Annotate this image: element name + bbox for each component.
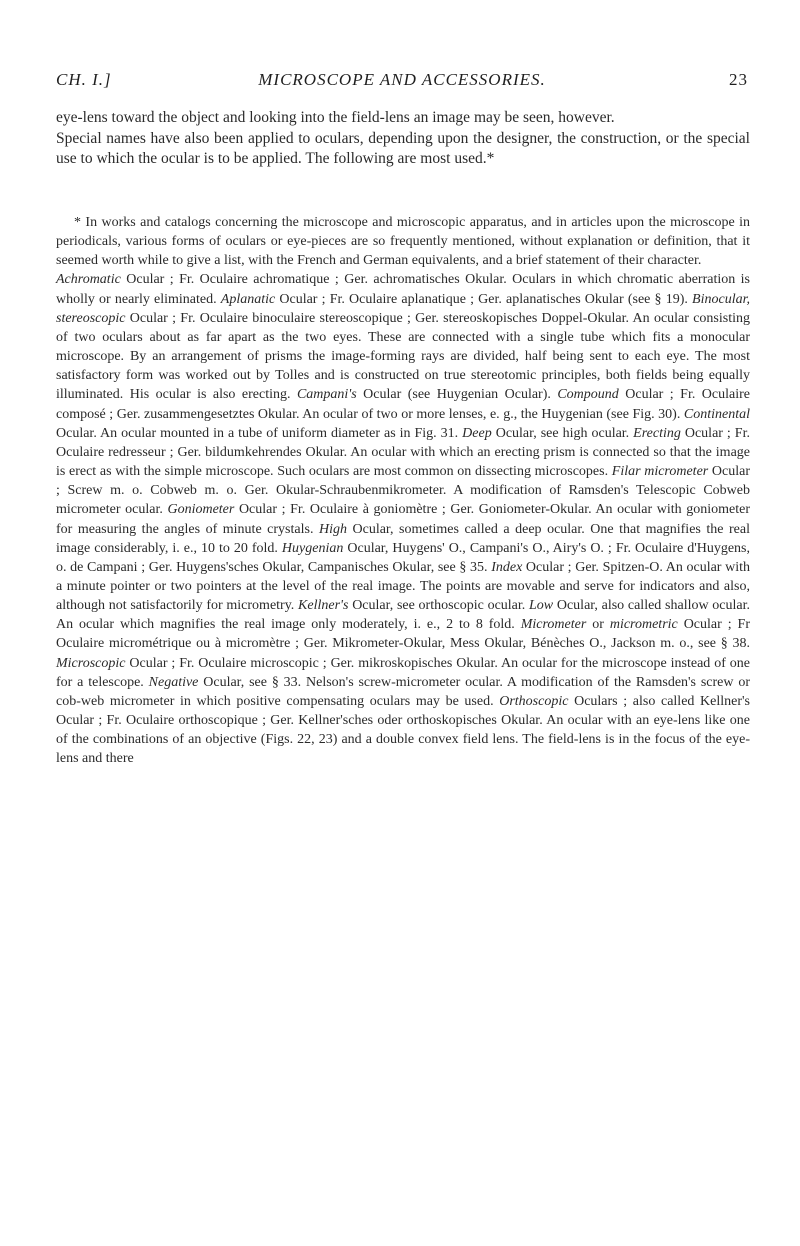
glossary-definition: Ocular (see Huygenian Ocular). [356,387,558,403]
glossary-term: Low [529,598,554,614]
glossary-definition: Ocular ; Fr. Oculaire aplanatique ; Ger. aplanatisches Okular (see § 19). [275,291,693,307]
paragraph: eye-lens toward the object and looking into the field-lens an image may be seen, however. [56,109,615,126]
running-title: MICROSCOPE AND ACCESSORIES. [258,70,546,89]
glossary-definition: Ocular ; Fr Oculaire micrométrique ou à micromètre ; Ger. Mikrometer-Okular, Mess Okular, Bénèches O., Jackson m. o., see § 38. [56,617,750,652]
page-number: 23 [729,70,748,89]
glossary-term: Index [491,559,523,575]
chapter-label: CH. I.] [56,70,112,89]
glossary-definition: Ocular, see orthoscopic ocular. [348,598,530,614]
glossary-term: Binocular, stereoscopic [56,291,750,326]
glossary-term: Kellner's [298,598,349,614]
main-text [56,108,750,170]
glossary-definition: Ocular, see high ocular. [491,425,634,441]
glossary-definition: Ocular ; Fr. Oculaire composé ; Ger. zusammengesetztes Okular. An ocular of two or more lenses, e. g., the Huygenian (see Fig. 30). [56,387,750,422]
glossary-term: Achromatic [56,272,121,288]
glossary-definition: Oculars ; also called Kellner's Ocular ; Fr. Oculaire orthoscopique ; Ger. Kellner'sches oder orthoskopisches Okular. An ocular with an eye-lens like one of the combinations of an objective (Figs. 22, 23) and a double convex field lens. The field-lens is in the focus of the eye-lens and there [56,693,751,767]
glossary-definition: Ocular ; Fr. Oculaire binoculaire stereoscopique ; Ger. stereoskopisches Doppel-Okular. An ocular consisting of two oculars about as far apart as the two eyes. These are connected with a single tube which fits a monocular microscope. By an arrangement of prisms the image-forming rays are divided, half being sent to each eye. The most satisfactory form was worked out by Tolles and is constructed on true stereotomic principles, both fields being equally illuminated. His ocular is also erecting. [56,310,750,403]
glossary-term: Orthoscopic [499,693,569,709]
glossary-term: Goniometer [167,502,235,518]
running-header [56,70,748,96]
glossary-term: Negative [148,674,199,690]
glossary-term: Continental [683,406,750,422]
glossary-definition: Ocular. An ocular mounted in a tube of uniform diameter as in Fig. 31. [56,425,463,441]
glossary-definition: Ocular ; Fr. Oculaire redresseur ; Ger. bildumkehrendes Okular. An ocular with which an erecting prism is connected so that the image is erect as with the simple microscope. Such oculars are most common on dissecting microscopes. [56,425,750,480]
glossary-definition: Ocular, also called shallow ocular. An ocular which magnifies the real image only moderately, i. e., 2 to 8 fold. [56,598,751,633]
glossary-definition: Ocular ; Screw m. o. Cobweb m. o. Ger. Okular-Schraubenmikrometer. A modification of Ramsden's Telescopic Cobweb micrometer ocular. [56,464,750,518]
glossary-term: Campani's [296,387,357,403]
glossary-definition: Ocular, see § 33. Nelson's screw-micrometer ocular. A modification of the Ramsden's screw or cob-web micrometer in which positive compensating oculars may be used. [56,674,750,709]
glossary-term: Huygenian [281,540,344,556]
glossary-definition: Ocular, Huygens' O., Campani's O., Airy's O. ; Fr. Oculaire d'Huygens, o. de Campani ; Ger. Huygens'sches Okular, Campanisches Okular, see § 35. [56,540,750,575]
footnote [56,213,750,769]
paragraph: Special names have also been applied to oculars, depending upon the designer, the construction, or the special use to which the ocular is to be applied. The following are most used.* [56,129,750,167]
glossary-term: Micrometer [520,617,587,633]
glossary-term: Aplanatic [220,291,276,307]
glossary-term: micrometric [609,617,678,633]
glossary-definition: Ocular ; Fr. Oculaire à goniomètre ; Ger. Goniometer-Okular. An ocular with goniometer for measuring the angles of minute crystals. [56,502,750,537]
glossary-definition: Ocular ; Fr. Oculaire achromatique ; Ger. achromatisches Okular. Oculars in which chromatic aberration is wholly or nearly eliminated. [56,272,750,307]
glossary-term: Deep [462,425,492,441]
glossary-definition: Ocular ; Ger. Spitzen-O. An ocular with a minute pointer or two pointers at the level of the real image. The points are movable and serve for indicators and also, although not satisfactorily for micrometry. [56,559,751,614]
glossary-definition: Ocular, sometimes called a deep ocular. One that magnifies the real image considerably, i. e., 10 to 20 fold. [56,521,750,556]
glossary-definition: Ocular ; Fr. Oculaire microscopic ; Ger. mikroskopisches Okular. An ocular for the microscope instead of one for a telescope. [56,655,750,690]
glossary-term: Erecting [633,425,681,441]
glossary-paragraph [56,270,750,768]
glossary-definition: or [586,617,610,633]
glossary-term: Filar micrometer [611,464,709,480]
glossary-term: High [318,521,347,537]
glossary-term: Compound [557,387,619,403]
footnote-intro: * In works and catalogs concerning the microscope and microscopic apparatus, and in articles upon the microscope in periodicals, various forms of oculars or eye-pieces are so frequently mentioned, without explanation or definition, that it seemed worth while to give a list, with the French and German equivalents, and a brief statement of their character. [56,215,750,269]
glossary-term: Microscopic [56,655,126,671]
